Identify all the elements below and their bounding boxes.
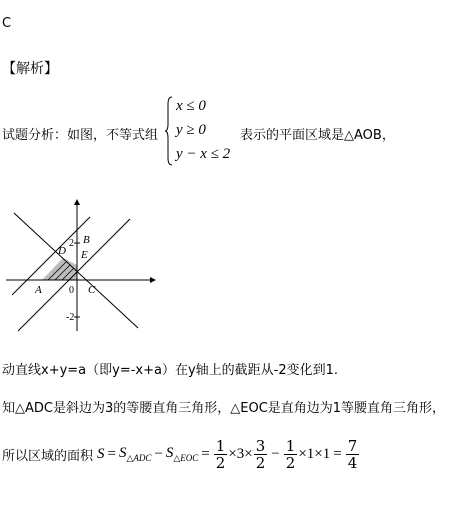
S-symbol: S [118,444,127,461]
S-eoc [166,445,198,464]
S-adc [119,445,151,464]
analysis-prefix: 试题分析：如图，不等式组 [2,128,159,143]
numerator: 7 [347,436,358,455]
three: 3 [236,445,245,462]
denominator: 2 [255,453,266,472]
area-formula [2,436,360,472]
numerator: 3 [255,436,266,455]
fraction-4 [346,438,360,471]
label-y-2: 2 [69,238,74,249]
equals-2: = [201,445,210,462]
label-D: D [58,245,66,257]
y-axis-arrow [74,199,80,205]
numerator: 1 [285,436,296,455]
one-1: 1 [306,445,315,462]
section-heading: 【解析】 [2,61,58,77]
denominator: 2 [285,453,296,472]
area-S: S [97,445,105,462]
denominator: 4 [347,453,358,472]
fraction-2 [254,438,268,471]
triangle-line: 知△ADC是斜边为3的等腰直角三角形，△EOC是直角边为1等腰直角三角形， [2,401,446,416]
times-4: × [314,445,323,462]
inequality-3: y − x ≤ 2 [176,146,231,162]
line-x-plus-y-neg2 [12,217,90,295]
label-O: 0 [69,285,74,296]
sub-adc: △ADC [126,452,152,463]
inequality-1: x ≤ 0 [176,98,206,114]
minus-1: − [154,445,163,462]
answer-letter: C [2,16,12,31]
denominator: 2 [215,453,226,472]
minus-2: − [271,445,280,462]
analysis-suffix: 表示的平面区域是△AOB， [240,128,395,143]
label-E: E [81,249,88,261]
label-y-neg2: -2 [66,312,75,323]
label-B: B [83,234,90,246]
region-figure [0,195,160,335]
left-brace [165,96,173,166]
S-symbol: S [165,444,174,461]
equals-1: = [107,445,116,462]
sub-eoc: △EOC [173,452,199,463]
times-1: × [228,445,237,462]
inequality-2: y ≥ 0 [176,122,206,138]
intercept-line: 动直线x+y=a（即y=-x+a）在y轴上的截距从-2变化到1. [2,363,339,378]
label-C: C [88,284,96,296]
times-2: × [244,445,253,462]
label-A: A [35,284,42,296]
times-3: × [298,445,307,462]
equals-3: = [333,445,342,462]
fraction-1 [214,438,228,471]
x-axis-arrow [150,277,156,283]
area-prefix: 所以区域的面积 [2,448,94,464]
numerator: 1 [215,436,226,455]
one-2: 1 [322,445,331,462]
fraction-3 [284,438,298,471]
